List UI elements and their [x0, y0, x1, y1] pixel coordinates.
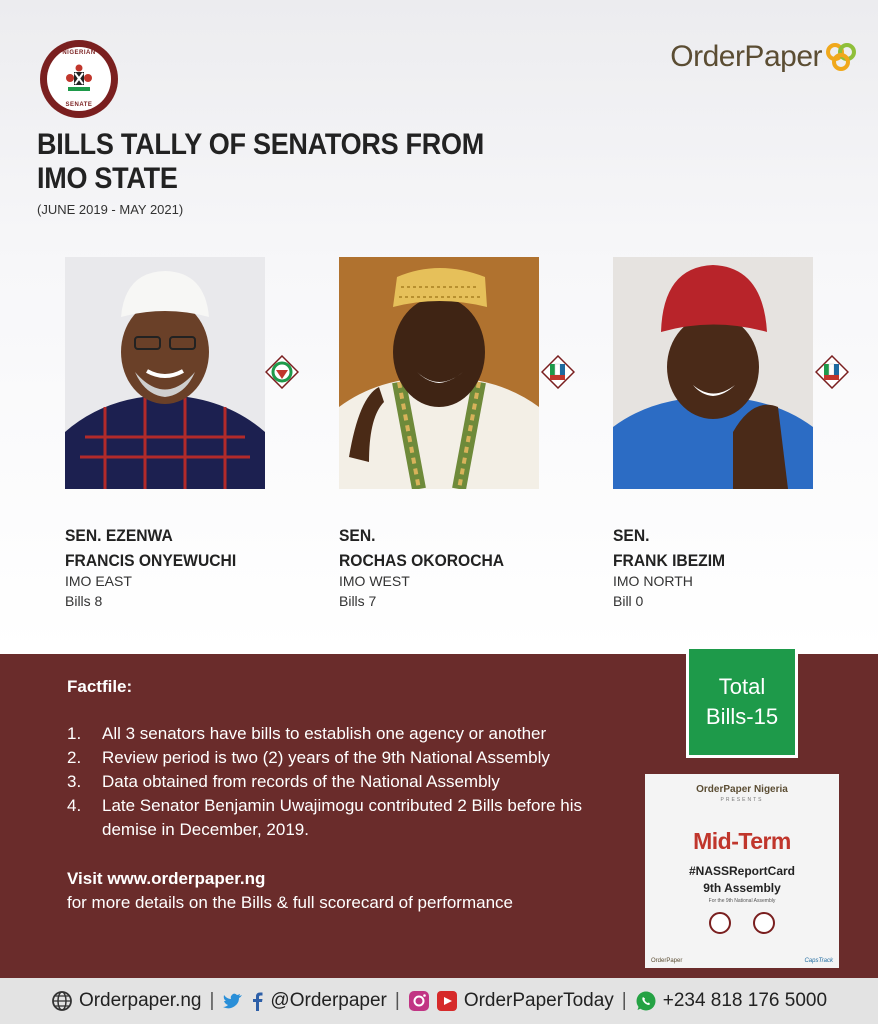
- apc-party-logo-icon: [541, 355, 575, 389]
- footer-phone[interactable]: [635, 990, 827, 1012]
- footer-website-text: Orderpaper.ng: [78, 990, 202, 1011]
- senator-name-line-1: SEN. EZENWA: [65, 526, 173, 545]
- orderpaper-logo-icon: [824, 40, 858, 74]
- orderpaper-brand: [670, 40, 858, 74]
- factfile-list: [67, 722, 607, 842]
- midterm-report-card-promo: [645, 774, 839, 968]
- pdp-party-logo-icon: [265, 355, 299, 389]
- list-item-text: Review period is two (2) years of the 9th National Assembly: [102, 748, 550, 767]
- senator-info-ibezim: [613, 571, 693, 611]
- senate-seal-icon: [709, 912, 731, 934]
- twitter-icon: [222, 990, 244, 1012]
- divider: |: [621, 990, 627, 1011]
- promo-title: Mid-Term: [693, 828, 791, 854]
- total-value: Bills-15: [705, 704, 779, 729]
- list-item-number: 4.: [67, 796, 82, 815]
- senate-seal-logo: [40, 40, 118, 118]
- footer-video-channel[interactable]: [408, 990, 614, 1012]
- promo-foot-right: CapsTrack: [804, 958, 833, 964]
- senator-name-line-1: SEN.: [339, 526, 376, 545]
- total-label: Total: [718, 674, 766, 699]
- senator-name-line-2: FRANCIS ONYEWUCHI: [65, 551, 237, 570]
- senator-photo-ezenwa: [65, 257, 265, 489]
- seal-top-text: NIGERIAN: [62, 50, 96, 56]
- visit-detail-text: for more details on the Bills & full scorecard of performance: [67, 893, 513, 912]
- brand-name: OrderPaper: [670, 40, 822, 73]
- divider: |: [394, 990, 400, 1011]
- list-item-text: Late Senator Benjamin Uwajimogu contributed 2 Bills before his demise in December, 2019.: [102, 796, 583, 839]
- promo-brand: OrderPaper Nigeria: [696, 784, 788, 795]
- senator-info-ezenwa: [65, 571, 132, 611]
- whatsapp-icon: [635, 990, 657, 1012]
- promo-assembly: 9th Assembly: [703, 881, 781, 895]
- list-item: [67, 722, 607, 746]
- senator-photo-ibezim: [613, 257, 813, 489]
- senator-bills: Bill 0: [613, 593, 644, 609]
- coat-of-arms-icon: [62, 62, 96, 96]
- senator-name-line-2: FRANK IBEZIM: [613, 551, 726, 570]
- contact-footer: [0, 978, 878, 1024]
- senator-bills: Bills 8: [65, 593, 103, 609]
- title-line-1: BILLS TALLY OF SENATORS FROM: [37, 128, 484, 161]
- list-item-number: 3.: [67, 772, 82, 791]
- senator-name-okorocha: [339, 523, 504, 573]
- reps-seal-icon: [753, 912, 775, 934]
- globe-icon: [51, 990, 73, 1012]
- senator-name-line-2: ROCHAS OKOROCHA: [339, 551, 505, 570]
- period-subtitle: (JUNE 2019 - MAY 2021): [37, 202, 184, 217]
- promo-presents: PRESENTS: [720, 797, 764, 803]
- total-bills-badge: [686, 646, 798, 758]
- footer-twitter-text: @Orderpaper: [270, 990, 387, 1011]
- youtube-icon: [436, 990, 458, 1012]
- senator-bills: Bills 7: [339, 593, 377, 609]
- facebook-icon: [250, 990, 264, 1012]
- senator-district: IMO NORTH: [613, 573, 693, 589]
- senator-district: IMO WEST: [339, 573, 410, 589]
- senator-photo-okorocha: [339, 257, 539, 489]
- list-item: [67, 794, 607, 842]
- instagram-icon: [408, 990, 430, 1012]
- visit-website-link[interactable]: Visit www.orderpaper.ng: [67, 869, 266, 888]
- senator-name-ibezim: [613, 523, 725, 573]
- senator-info-okorocha: [339, 571, 410, 611]
- senator-name-line-1: SEN.: [613, 526, 650, 545]
- title-line-2: IMO STATE: [37, 162, 178, 195]
- factfile-title: Factfile:: [67, 677, 133, 696]
- list-item-number: 1.: [67, 724, 82, 743]
- page-title: [37, 128, 484, 196]
- senator-district: IMO EAST: [65, 573, 132, 589]
- promo-foot-left: OrderPaper: [651, 958, 683, 964]
- promo-hashtag: #NASSReportCard: [688, 864, 796, 878]
- list-item-text: Data obtained from records of the National Assembly: [102, 772, 500, 791]
- list-item-text: All 3 senators have bills to establish one agency or another: [102, 724, 547, 743]
- divider: |: [209, 990, 215, 1011]
- footer-social-handle[interactable]: [222, 990, 386, 1012]
- promo-small-text: For the 9th National Assembly: [708, 898, 776, 904]
- footer-youtube-text: OrderPaperToday: [463, 990, 614, 1011]
- list-item: [67, 770, 607, 794]
- apc-party-logo-icon: [815, 355, 849, 389]
- footer-website[interactable]: [51, 990, 202, 1012]
- list-item: [67, 746, 607, 770]
- footer-phone-text: +234 818 176 5000: [662, 990, 828, 1011]
- list-item-number: 2.: [67, 748, 82, 767]
- senator-name-ezenwa: [65, 523, 236, 573]
- seal-bottom-text: SENATE: [65, 102, 93, 108]
